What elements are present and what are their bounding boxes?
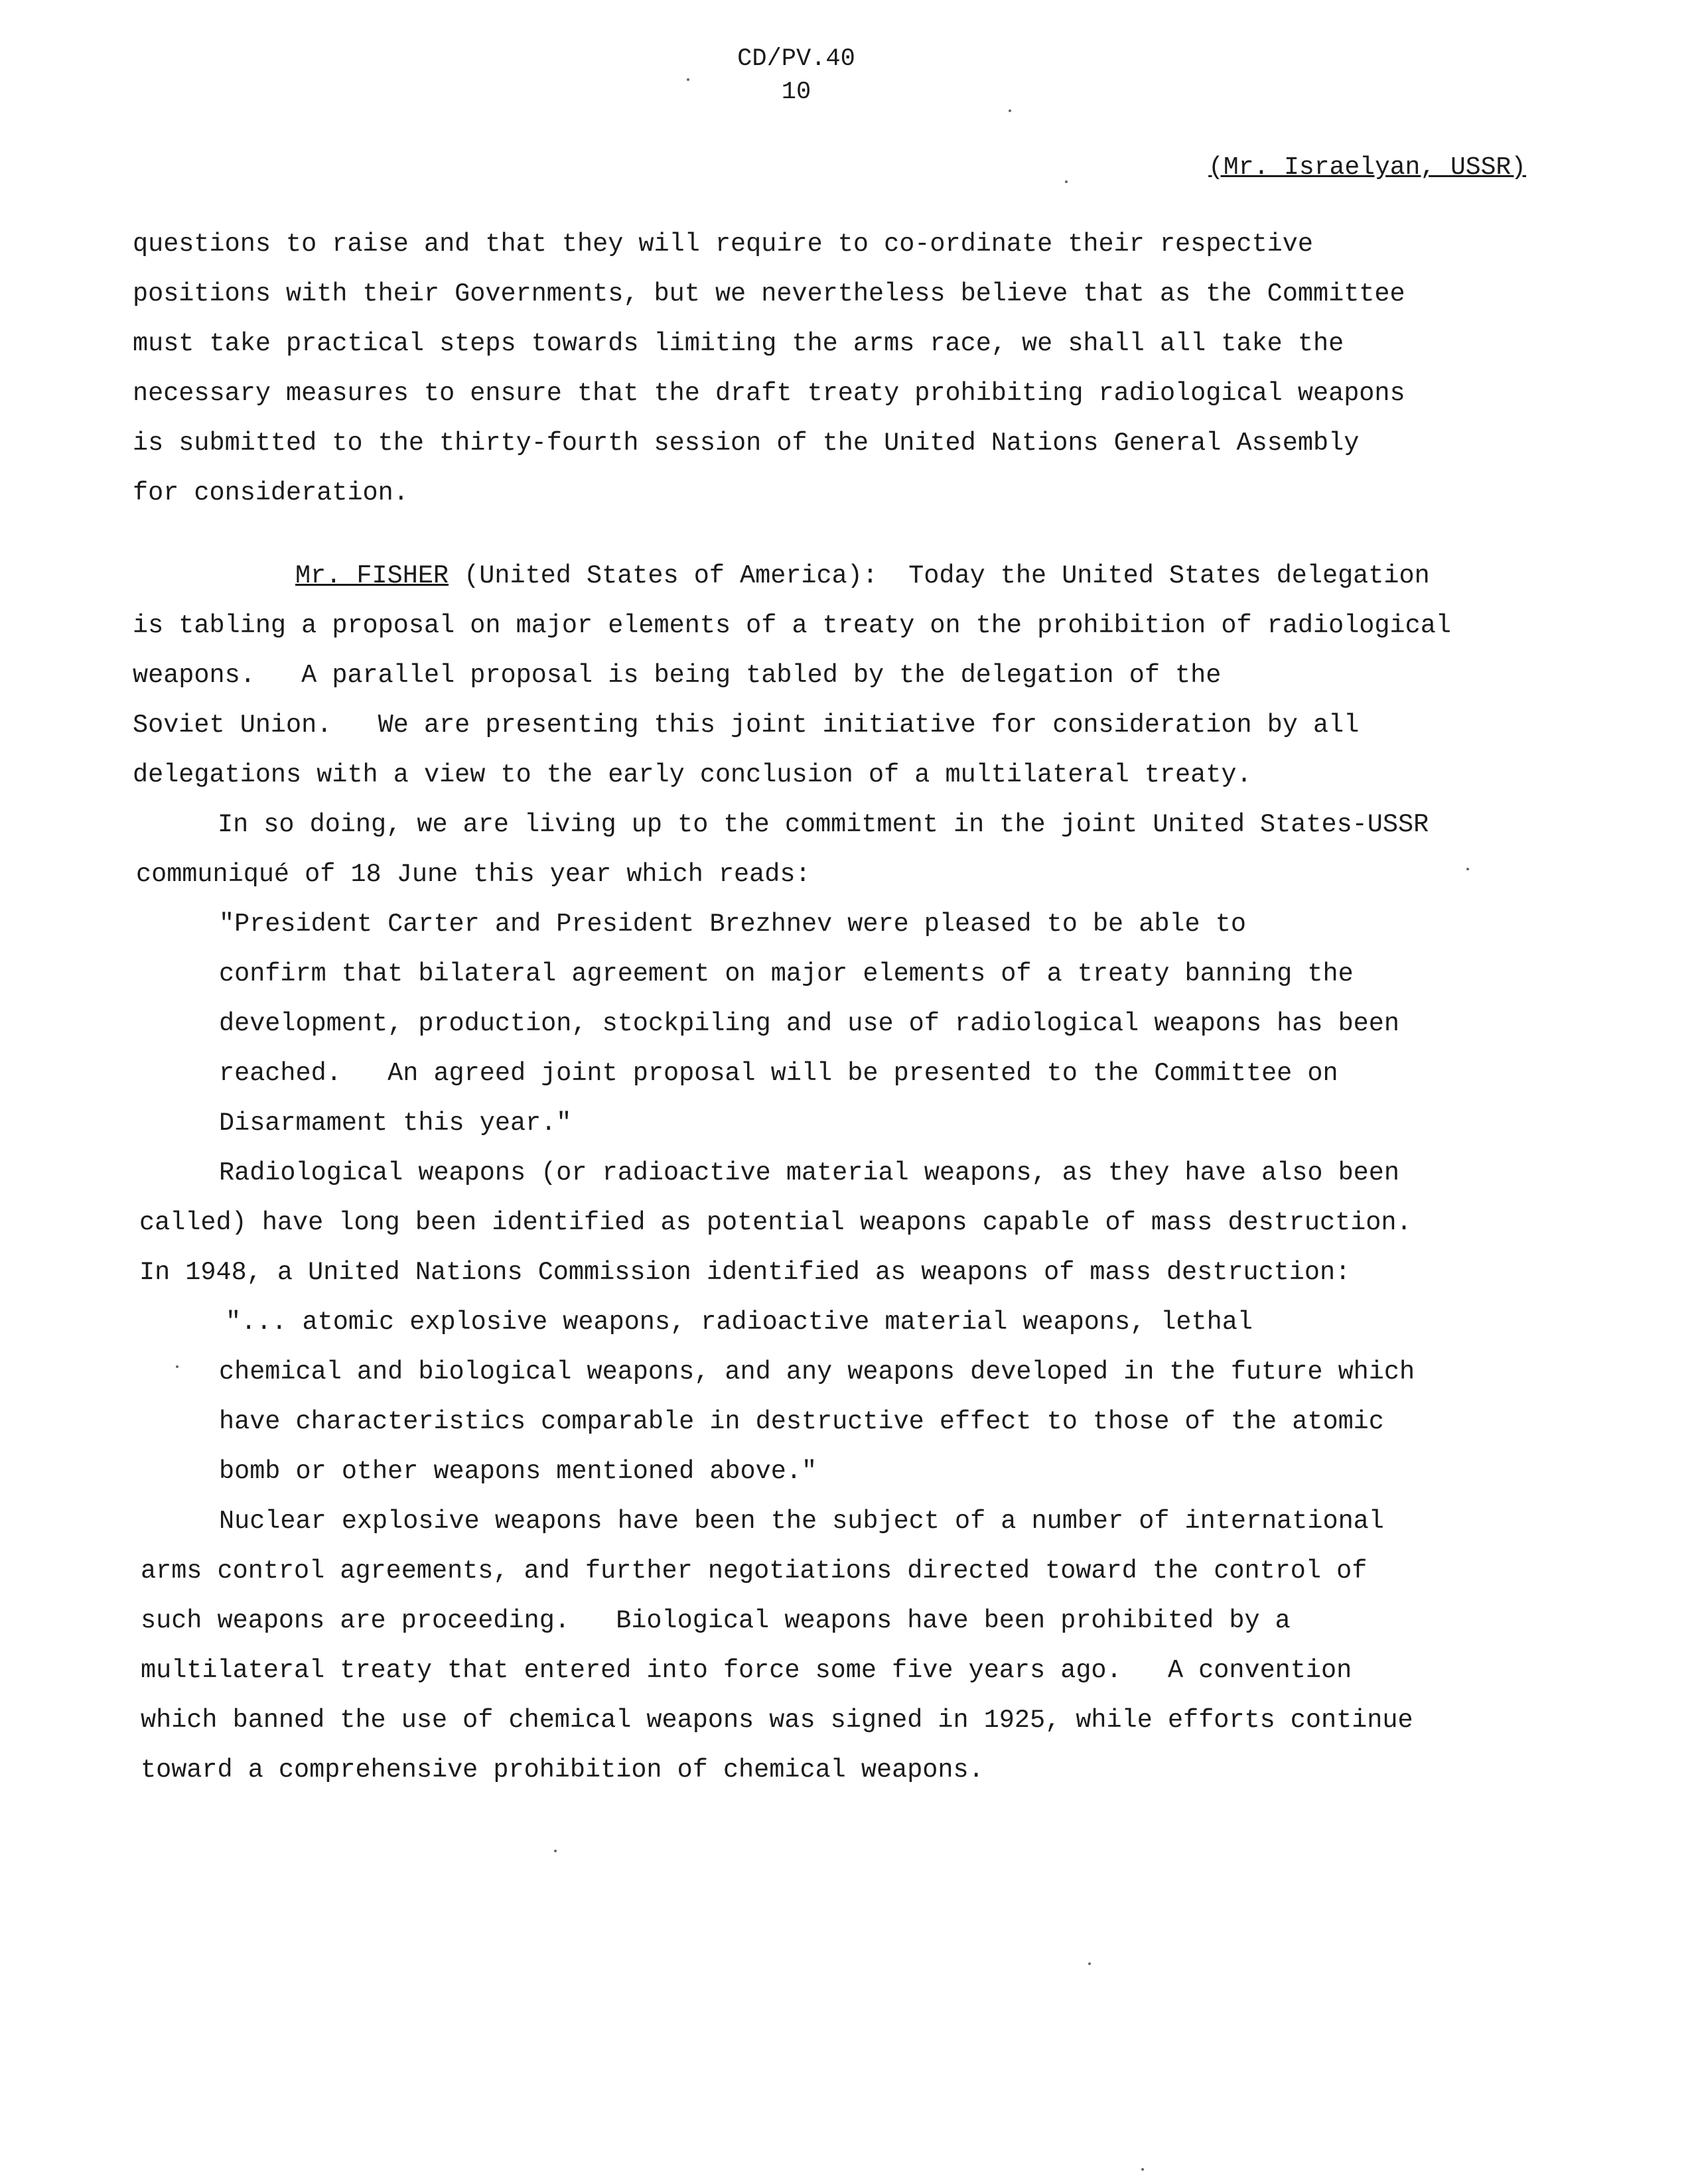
speaker-intro-text: (United States of America): Today the United States delegation [449, 561, 1430, 590]
scan-speck [1466, 868, 1469, 870]
document-reference [730, 42, 863, 109]
quote-line: confirm that bilateral agreement on major elements of a treaty banning the [219, 959, 1354, 989]
text-line: communiqué of 18 June this year which reads: [136, 860, 811, 889]
text-line: Nuclear explosive weapons have been the subject of a number of international [219, 1507, 1384, 1536]
quote-line: reached. An agreed joint proposal will be presented to the Committee on [219, 1059, 1338, 1088]
text-line: such weapons are proceeding. Biological weapons have been prohibited by a [141, 1606, 1291, 1635]
quote-line: have characteristics comparable in destructive effect to those of the atomic [219, 1407, 1384, 1436]
document-symbol: CD/PV.40 [737, 45, 855, 73]
scan-speck [687, 78, 689, 81]
scan-speck [554, 1850, 557, 1852]
quote-line: "... atomic explosive weapons, radioactive material weapons, lethal [226, 1308, 1253, 1337]
text-line: called) have long been identified as potential weapons capable of mass destruction. [139, 1208, 1412, 1237]
text-line: weapons. A parallel proposal is being tabled by the delegation of the [133, 661, 1222, 690]
quote-line: chemical and biological weapons, and any weapons developed in the future which [219, 1357, 1415, 1387]
text-line: In 1948, a United Nations Commission identified as weapons of mass destruction: [139, 1258, 1351, 1287]
scan-speck [1141, 2168, 1144, 2171]
text-line: arms control agreements, and further negotiations directed toward the control of [141, 1556, 1368, 1586]
scan-speck [1065, 180, 1068, 183]
quote-line: development, production, stockpiling and use of radiological weapons has been [219, 1009, 1399, 1038]
text-line: is tabling a proposal on major elements of a treaty on the prohibition of radiological [133, 611, 1451, 640]
text-line: which banned the use of chemical weapons was signed in 1925, while efforts continue [141, 1706, 1413, 1735]
text-line: Radiological weapons (or radioactive material weapons, as they have also been [219, 1158, 1399, 1188]
scan-speck [176, 1365, 178, 1368]
speaker-intro-line [295, 559, 1430, 592]
text-line: is submitted to the thirty-fourth session of the United Nations General Assembly [133, 429, 1360, 458]
text-line: In so doing, we are living up to the commitment in the joint United States-USSR [218, 810, 1429, 839]
page-number: 10 [781, 78, 811, 106]
quote-line: bomb or other weapons mentioned above." [219, 1457, 817, 1486]
text-line: questions to raise and that they will require to co-ordinate their respective [133, 230, 1313, 259]
quote-line: Disarmament this year." [219, 1109, 572, 1138]
text-line: must take practical steps towards limiting the arms race, we shall all take the [133, 329, 1344, 358]
text-line: multilateral treaty that entered into force some five years ago. A convention [141, 1656, 1352, 1685]
text-line: necessary measures to ensure that the draft treaty prohibiting radiological weapons [133, 379, 1405, 408]
text-line: delegations with a view to the early conclusion of a multilateral treaty. [133, 760, 1252, 789]
quote-line: "President Carter and President Brezhnev were pleased to be able to [219, 910, 1246, 939]
text-line: positions with their Governments, but we nevertheless believe that as the Committee [133, 279, 1405, 308]
scan-speck [1009, 109, 1011, 112]
scan-speck [1088, 1962, 1091, 1965]
text-line: for consideration. [133, 478, 409, 508]
text-line: Soviet Union. We are presenting this joint initiative for consideration by all [133, 711, 1360, 740]
speaker-name: Mr. FISHER [295, 561, 449, 590]
text-line: toward a comprehensive prohibition of chemical weapons. [141, 1755, 984, 1785]
continuation-speaker: (Mr. Israelyan, USSR) [1208, 153, 1526, 182]
